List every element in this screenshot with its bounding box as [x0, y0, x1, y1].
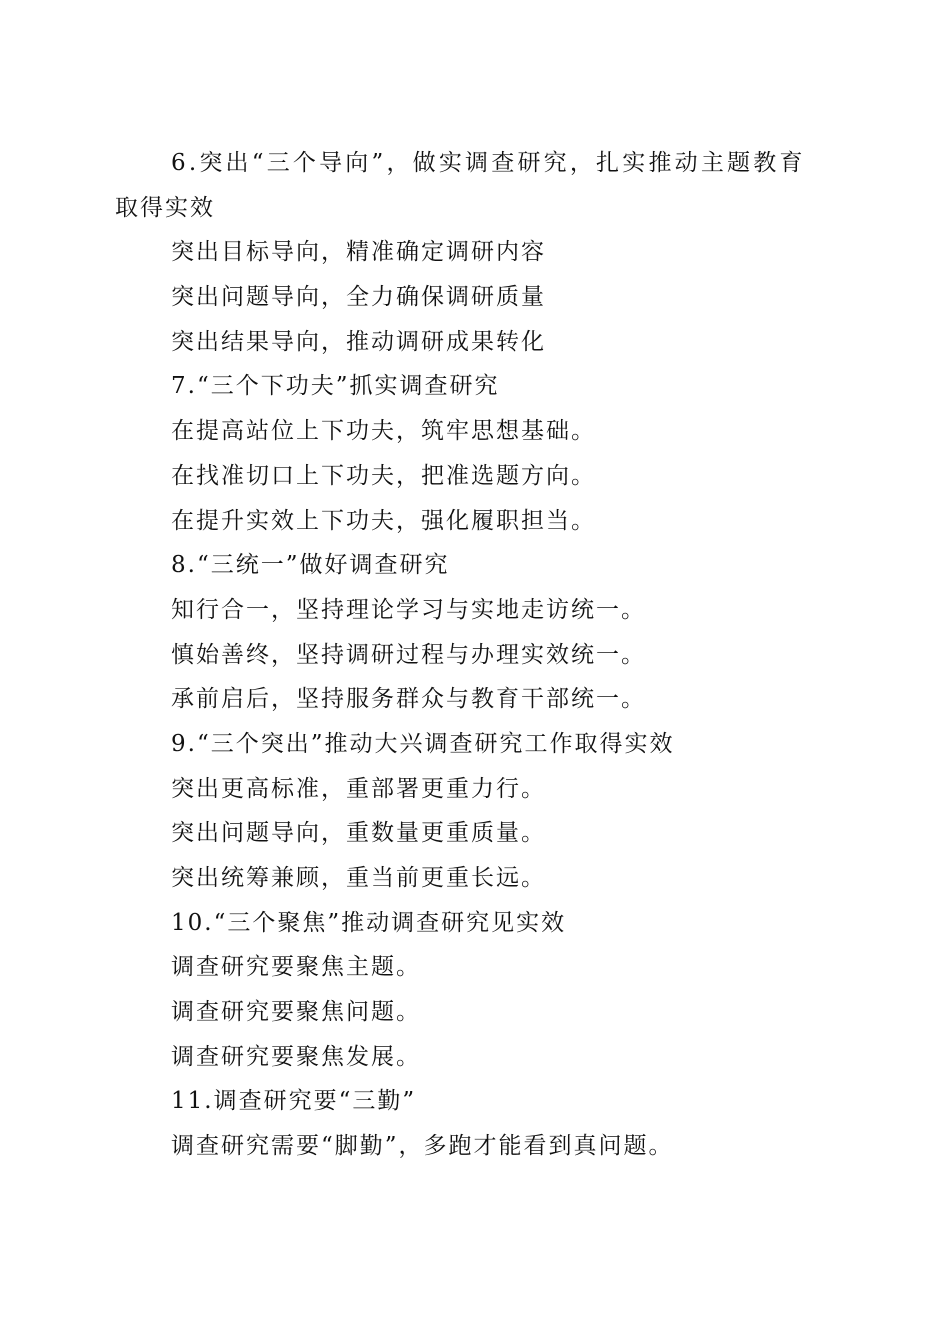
list-item: 突出统筹兼顾，重当前更重长远。	[171, 865, 546, 891]
list-item: 突出结果导向，推动调研成果转化	[171, 328, 546, 355]
list-item: 在找准切口上下功夫，把准选题方向。	[171, 462, 596, 489]
section-heading-11: 11.调查研究要“三勤”	[171, 1088, 417, 1115]
list-item: 调查研究要聚焦发展。	[171, 1043, 421, 1070]
list-item: 知行合一，坚持理论学习与实地走访统一。	[171, 596, 646, 623]
list-item: 突出问题导向，重数量更重质量。	[171, 820, 546, 847]
section-heading-7: 7.“三个下功夫”抓实调查研究	[171, 373, 500, 400]
list-item: 调查研究需要“脚勤”，多跑才能看到真问题。	[171, 1133, 674, 1160]
document-body	[115, 141, 827, 1169]
list-item: 调查研究要聚焦问题。	[171, 999, 421, 1026]
list-item: 调查研究要聚焦主题。	[171, 954, 421, 981]
section-heading-6	[115, 141, 827, 230]
list-item: 慎始善终，坚持调研过程与办理实效统一。	[171, 641, 646, 668]
list-item: 在提高站位上下功夫，筑牢思想基础。	[171, 418, 596, 445]
section-heading-9: 9.“三个突出”推动大兴调查研究工作取得实效	[171, 730, 675, 757]
section-heading-10: 10.“三个聚焦”推动调查研究见实效	[171, 909, 567, 936]
list-item: 突出目标导向，精准确定调研内容	[171, 239, 546, 266]
list-item: 突出问题导向，全力确保调研质量	[171, 284, 546, 311]
section-heading-8: 8.“三统一”做好调查研究	[171, 552, 450, 579]
section-heading-line: 取得实效	[115, 194, 215, 221]
section-heading-line: 6.突出“三个导向”，做实调查研究，扎实推动主题教育	[171, 150, 806, 176]
list-item: 承前启后，坚持服务群众与教育干部统一。	[171, 686, 646, 713]
list-item: 在提升实效上下功夫，强化履职担当。	[171, 507, 596, 534]
list-item: 突出更高标准，重部署更重力行。	[171, 775, 546, 802]
